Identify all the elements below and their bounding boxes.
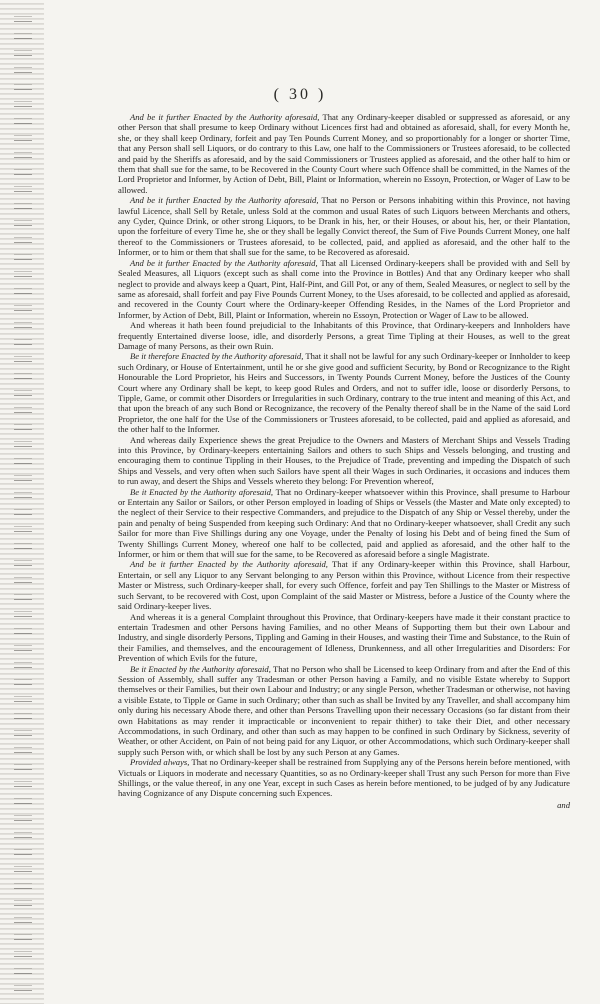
paragraph-9: And whereas it is a general Complaint throughout this Province, that Ordinary-keepers have made it their constant practice to entertain Tradesmen and other Persons having Families, and no other Means of Supporting them but their own Labour and Industry, and single disorderly Persons, Tippling and Gaming in their Houses, and wasting their Time and Substance, to the Ruin of their Families, and themselves, and the encouragement of Idleness, Drunkenness, and all other Irregularities and Disorders: For Prevention of which Evils for the future, (118, 611, 571, 664)
paragraph-7: Be it Enacted by the Authority aforesaid, That no Ordinary-keeper whatsoever within this Province, shall presume to Harbour or Entertain any Sailor or Sailors, or other Person employed in loading of Ships or Vessels (the Master and Mate only excepted) to the neglect of their Service to their respective Commanders, and prejudice to the Dispatch of any Ship or Vessel thereby, under the pain and penalty of being Suspended from keeping such Ordinary: And that no Ordinary-keeper whatsoever, shall Credit any such Sailor for more than Five Shillings during any one Voyage, under the Penalty of losing his Debt and of being fined the Sum of Twenty Shillings Current Money, whereof one half to be collected, paid and applied as aforesaid, and the other half to the Informer, or him or them that will sue for the same, to be Recovered as aforesaid before a single Magistrate. (118, 486, 570, 560)
binding-edge (0, 0, 44, 1004)
paragraph-4: And whereas it hath been found prejudicial to the Inhabitants of this Province, that Ordinary-keepers and Innholders have frequently Entertained diverse loose, idle, and disorderly Persons, a great Time Tipling at their Houses, as well to the great Damage of many Persons, as their own Ruin. (118, 320, 570, 351)
paragraph-2: And be it further Enacted by the Authority aforesaid, That no Person or Persons inhabiting within this Province, not having lawful Licence, shall Sell by Retale, unless Sold at the common and usual Rates of such Liquors between Merchants and others, any Cyder, Quince Drink, or other strong Liquors, to be Drank in his, her, or their Houses, or about his, her, or their Plantation, upon the forfeiture of every Time he, she or they shall be legally Convict thereof, the Sum of Five Pounds Current Money, one half thereof to the Commissioners or Trustees aforesaid, to be collected, paid, and applied as aforesaid, and the other half to the Informer, or to him or them that shall sue for the same, to be Recovered as aforesaid. (118, 195, 570, 258)
paragraph-1: And be it further Enacted by the Authority aforesaid, That any Ordinary-keeper disabled or suppressed as aforesaid, or any other Person that shall presume to keep Ordinary without Licences first had and obtained as aforesaid, shall, for every Month he, she, or they shall keep Ordinary, forfeit and pay Ten Pounds Current Money, and so proportionably for a longer or shorter Time, that any Person shall sell Liquors, or do contrary to this Law, one half to the Commissioners or Trustees aforesaid, to be collected and paid by the Sheriffs as aforesaid, and by the said Commissioners or Trustees applied as aforesaid, and the other half to him or them that shall sue for the same, to be Recovered in the County Court where such Offence shall be committed, in the Names of the Lord Proprietor and Informer, by Action of Debt, Bill, Plaint or Information, wherein no Essoyn, Protection, or Wager of Law to be allowed. (118, 112, 570, 195)
catchword: and (557, 799, 570, 810)
paragraph-6: And whereas daily Experience shews the great Prejudice to the Owners and Masters of Merchant Ships and Vessels Trading into this Province, by Ordinary-keepers entertaining Sailors and others to such Ships and Vessels belonging, and trusting and encouraging them to continue Tippling in their Houses, to the Prejudice of Trade, preventing and impeding the Dispatch of such Ships and Vessels, and very often when such Sailors have spent all their Wages in such Ordinaries, it occasions and induces them to run away, and desert the Ships and Vessels whereto they belong: For Prevention whereof, (118, 434, 570, 487)
paragraph-11: Provided always, That no Ordinary-keeper shall be restrained from Supplying any of the Persons herein before mentioned, with Victuals or Liquors in moderate and necessary Quantities, so as no Ordinary-keeper shall Trust any such Person for more than Five Shillings, or the value thereof, in any one Year, except in such Cases as herein before mentioned, to be judged of by any Judicature having Cognizance of any Dispute concerning such Expences. (118, 757, 570, 799)
page-number: ( 30 ) (273, 86, 327, 103)
paragraph-5: Be it therefore Enacted by the Authority aforesaid, That it shall not be lawful for any such Ordinary-keeper or Innholder to keep such Ordinary, or House of Entertainment, until he or she give good and sufficient Security, by Bond or Recognizance to the Right Honourable the Lord Proprietor, his Heirs and Successors, in Twenty Pounds Current Money, before the Justices of the County Court where any Ordinary shall be kept, to keep good Rules and Orders, and not to suffer idle, loose or disorderly Persons, to Tipple, Game, or commit other Disorders or Irregularities in such Ordinary, contrary to the true intent and meaning of this Act, and that upon the breach of any such Bond or Recognizance, the recovery of the Penalty thereof shall be in the Name of the said Lord Proprietor, the one half for the Use of the Commissioners or Trustees aforesaid, to be collected, paid and applied as aforesaid, and the other half to the Informer. (118, 351, 571, 435)
paragraph-10: Be it Enacted by the Authority aforesaid, That no Person who shall be Licensed to keep Ordinary from and after the End of this Session of Assembly, shall suffer any Tradesman or other Person having a Family, and no visible Estate whereby to Support themselves or their Families, but their own Labour and Industry; or any single Person, whether Tradesman or otherwise, not having a visible Estate, to Tipple or Game in such Ordinary; other than such as shall be Invited by any Traveller, and shall accompany him only during his necessary Abode there, and other than Persons Travelling upon their necessary Occasions (so far distant from their own Habitations as may render it impracticable or inconvenient to repair thither) to take their Diet, and other necessary Accommodations, in such Ordinary, and other than such as may happen to be confined in such Ordinary by Sickness, severity of Weather, or other Accident, on Pain of not being paid for any Liquor, or other Accommodations, which such Ordinary-keeper shall supply such Person with, or which shall be lost by any such Person at any Games. (118, 663, 570, 757)
paragraph-8: And be it further Enacted by the Authority aforesaid, That if any Ordinary-keeper within this Province, shall Harbour, Entertain, or sell any Liquor to any Servant belonging to any Person within this Province, without Licence from their respective Master or Mistress, such Ordinary-keeper shall, for every such Offence, forfeit and pay Ten Shillings to the Master or Mistress of such Servant, to be recovered with Cost, upon Complaint of the said Master or Mistress, before a Justice of the County where the said Ordinary-keeper lives. (118, 559, 570, 612)
paragraph-3: And be it further Enacted by the Authority aforesaid, That all Licensed Ordinary-keepers shall be provided with and Sell by Sealed Measures, all Liquors (except such as shall come into the Province in Bottles) And that any Ordinary keeper who shall neglect to provide and always keep a Quart, Pint, Half-Pint, and Gill Pot, or any of them, Sealed Measures, or neglect to sell by the same as aforesaid, shall forfeit and pay Five Pounds Current Money, to the Uses aforesaid, to be collected and applied as aforesaid, and recovered in the County Court where the Ordinary-keeper Offending Resides, in the Names of the Lord Proprietor and Informer, by Action of Debt, Bill, Plaint or Information, wherein no Essoyn, Protection or Wager of Law to be allowed. (118, 257, 570, 320)
statute-text (118, 112, 570, 810)
